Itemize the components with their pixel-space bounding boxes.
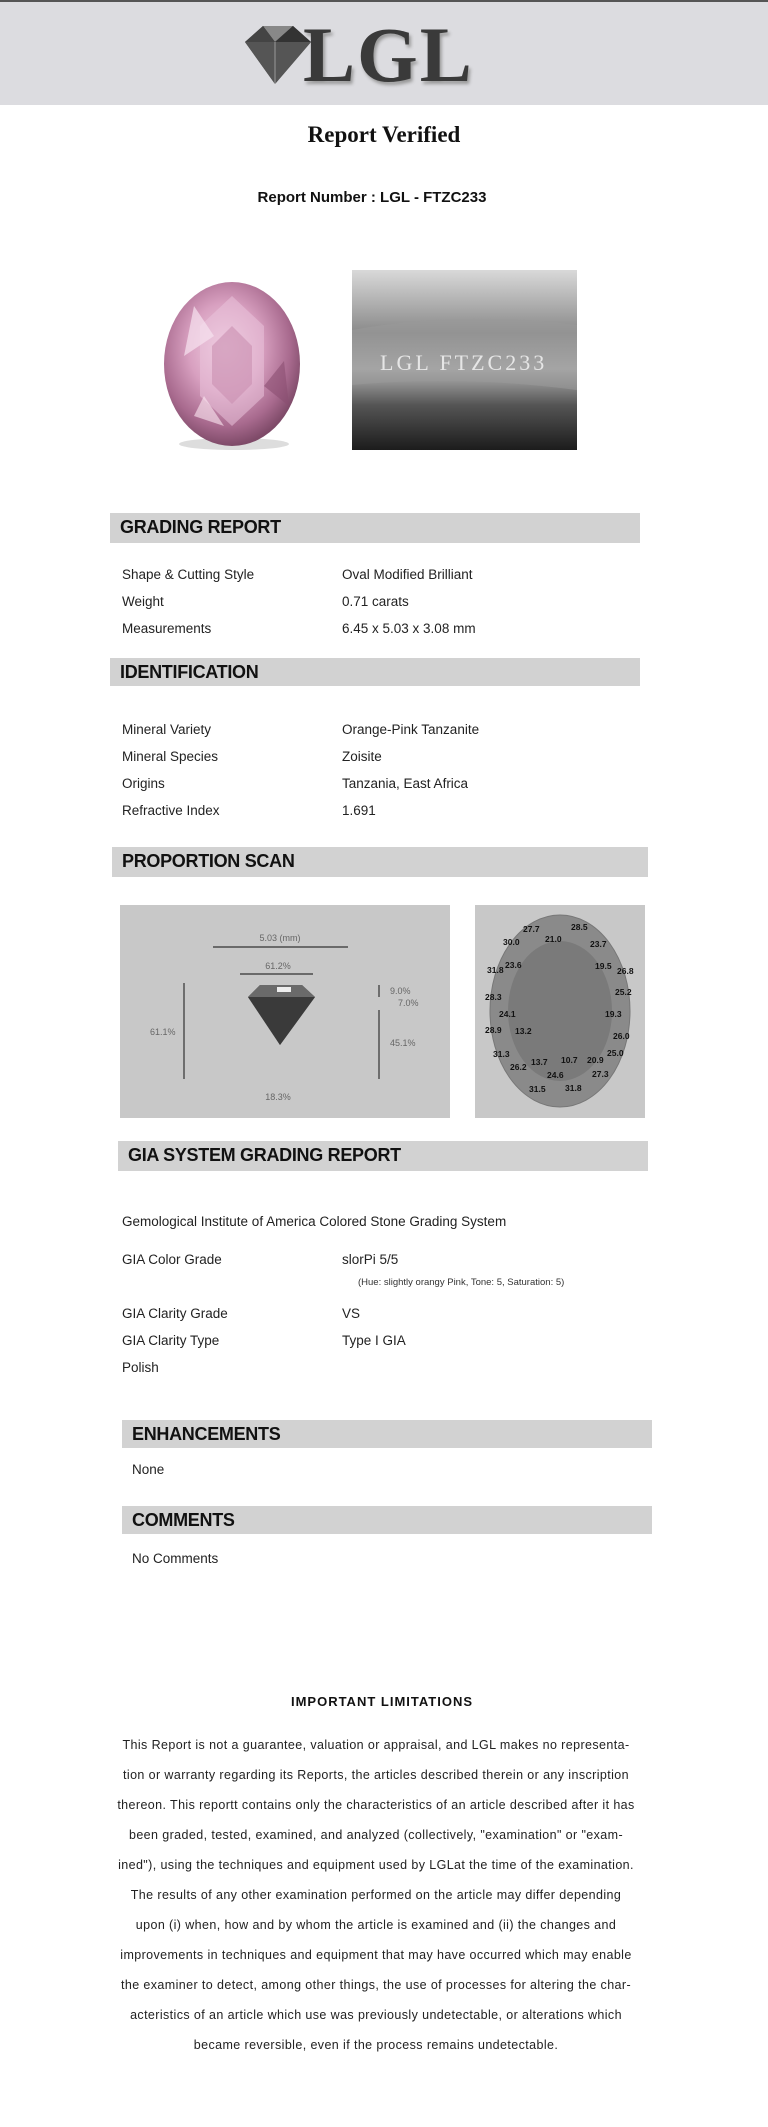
limitations-line: thereon. This reportt contains only the characteristics of an article described after it has bbox=[117, 1798, 635, 1812]
scan-value: 28.9 bbox=[485, 1025, 502, 1035]
ri-label: Refractive Index bbox=[122, 803, 220, 818]
gia-heading: GIA SYSTEM GRADING REPORT bbox=[118, 1141, 648, 1171]
limitations-line: became reversible, even if the process remains undetectable. bbox=[193, 2038, 559, 2052]
scan-value: 26.8 bbox=[617, 966, 634, 976]
scan-value: 28.3 bbox=[485, 992, 502, 1002]
enhancements-heading: ENHANCEMENTS bbox=[122, 1420, 652, 1448]
limitations-line: The results of any other examination performed on the article may differ depending bbox=[130, 1888, 622, 1902]
limitations-line: the examiner to detect, among other things, the use of processes for altering the char- bbox=[120, 1978, 632, 1992]
gia-subtitle: Gemological Institute of America Colored Stone Grading System bbox=[122, 1214, 507, 1229]
enhancements-value: None bbox=[132, 1462, 165, 1477]
shape-label: Shape & Cutting Style bbox=[122, 567, 255, 582]
scan-value: 25.0 bbox=[607, 1048, 624, 1058]
identification-heading: IDENTIFICATION bbox=[110, 658, 640, 686]
shape-value: Oval Modified Brilliant bbox=[342, 567, 473, 582]
scan-value: 10.7 bbox=[561, 1055, 578, 1065]
limitations-line: ined"), using the techniques and equipment used by LGLat the time of the examination. bbox=[118, 1858, 634, 1872]
clarity-type-value: Type I GIA bbox=[342, 1333, 406, 1348]
measurements-label: Measurements bbox=[122, 621, 212, 636]
proportion-top-view bbox=[475, 905, 645, 1118]
limitations-line: upon (i) when, how and by whom the article is examined and (ii) the changes and bbox=[135, 1918, 617, 1932]
report-number: Report Number : LGL - FTZC233 bbox=[257, 189, 487, 206]
origins-value: Tanzania, East Africa bbox=[342, 776, 469, 791]
gem-photo bbox=[134, 266, 329, 458]
scan-value: 27.7 bbox=[523, 924, 540, 934]
proportion-side-view bbox=[120, 905, 450, 1118]
logo-text: LGL bbox=[303, 11, 474, 98]
scan-value: 13.2 bbox=[515, 1026, 532, 1036]
inscription-photo bbox=[352, 270, 577, 450]
scan-value: 31.5 bbox=[529, 1084, 546, 1094]
origins-label: Origins bbox=[122, 776, 165, 791]
scan-value: 25.2 bbox=[615, 987, 632, 997]
clarity-grade-value: VS bbox=[342, 1306, 361, 1321]
crown-pct: 9.0% bbox=[390, 986, 411, 996]
scan-value: 26.2 bbox=[510, 1062, 527, 1072]
limitations-line: tion or warranty regarding its Reports, the articles described therein or any inscription bbox=[123, 1768, 629, 1782]
limitations-line: acteristics of an article which use was previously undetectable, or alterations which bbox=[130, 2008, 622, 2022]
scan-value: 31.3 bbox=[493, 1049, 510, 1059]
limitations-heading: IMPORTANT LIMITATIONS bbox=[290, 1694, 474, 1709]
comments-value: No Comments bbox=[132, 1551, 219, 1566]
variety-value: Orange-Pink Tanzanite bbox=[342, 722, 480, 737]
weight-value: 0.71 carats bbox=[342, 594, 409, 609]
limitations-line: been graded, tested, examined, and analyzed (collectively, "examination" or "exam- bbox=[128, 1828, 624, 1842]
comments-heading: COMMENTS bbox=[122, 1506, 652, 1534]
scan-value: 19.5 bbox=[595, 961, 612, 971]
scan-value: 23.7 bbox=[590, 939, 607, 949]
grading-heading: GRADING REPORT bbox=[110, 513, 640, 543]
weight-label: Weight bbox=[122, 594, 164, 609]
page-title: Report Verified bbox=[307, 122, 461, 147]
culet-pct: 18.3% bbox=[265, 1092, 291, 1102]
species-label: Mineral Species bbox=[122, 749, 219, 764]
variety-label: Mineral Variety bbox=[122, 722, 212, 737]
lgl-logo bbox=[235, 11, 485, 98]
scan-value: 30.0 bbox=[503, 937, 520, 947]
clarity-grade-label: GIA Clarity Grade bbox=[122, 1306, 228, 1321]
polish-label: Polish bbox=[122, 1360, 159, 1375]
depth-pct: 61.1% bbox=[150, 1027, 176, 1037]
scan-value: 23.6 bbox=[505, 960, 522, 970]
limitations-line: improvements in techniques and equipment that may have occurred which may enable bbox=[120, 1948, 632, 1962]
clarity-type-label: GIA Clarity Type bbox=[122, 1333, 220, 1348]
ri-value: 1.691 bbox=[342, 803, 376, 818]
color-grade-value: slorPi 5/5 bbox=[342, 1252, 399, 1267]
species-value: Zoisite bbox=[342, 749, 382, 764]
scan-value: 24.6 bbox=[547, 1070, 564, 1080]
scan-value: 26.0 bbox=[613, 1031, 630, 1041]
measurements-value: 6.45 x 5.03 x 3.08 mm bbox=[342, 621, 476, 636]
header-bar bbox=[0, 0, 768, 105]
scan-value: 31.8 bbox=[487, 965, 504, 975]
width-label: 5.03 (mm) bbox=[259, 933, 301, 943]
scan-value: 13.7 bbox=[531, 1057, 548, 1067]
limitations-line: This Report is not a guarantee, valuation or appraisal, and LGL makes no representa- bbox=[122, 1738, 630, 1752]
scan-value: 19.3 bbox=[605, 1009, 622, 1019]
inscription-text: LGL FTZC233 bbox=[380, 350, 548, 375]
scan-value: 31.8 bbox=[565, 1083, 582, 1093]
color-note: (Hue: slightly orangy Pink, Tone: 5, Saturation: 5) bbox=[358, 1277, 565, 1288]
scan-value: 27.3 bbox=[592, 1069, 609, 1079]
scan-value: 21.0 bbox=[545, 934, 562, 944]
pavilion-pct: 45.1% bbox=[390, 1038, 416, 1048]
color-grade-label: GIA Color Grade bbox=[122, 1252, 222, 1267]
scan-value: 24.1 bbox=[499, 1009, 516, 1019]
scan-value: 20.9 bbox=[587, 1055, 604, 1065]
table-pct: 61.2% bbox=[265, 961, 291, 971]
scan-value: 28.5 bbox=[571, 922, 588, 932]
proportion-heading: PROPORTION SCAN bbox=[112, 847, 648, 877]
crown-angle: 7.0% bbox=[398, 998, 419, 1008]
